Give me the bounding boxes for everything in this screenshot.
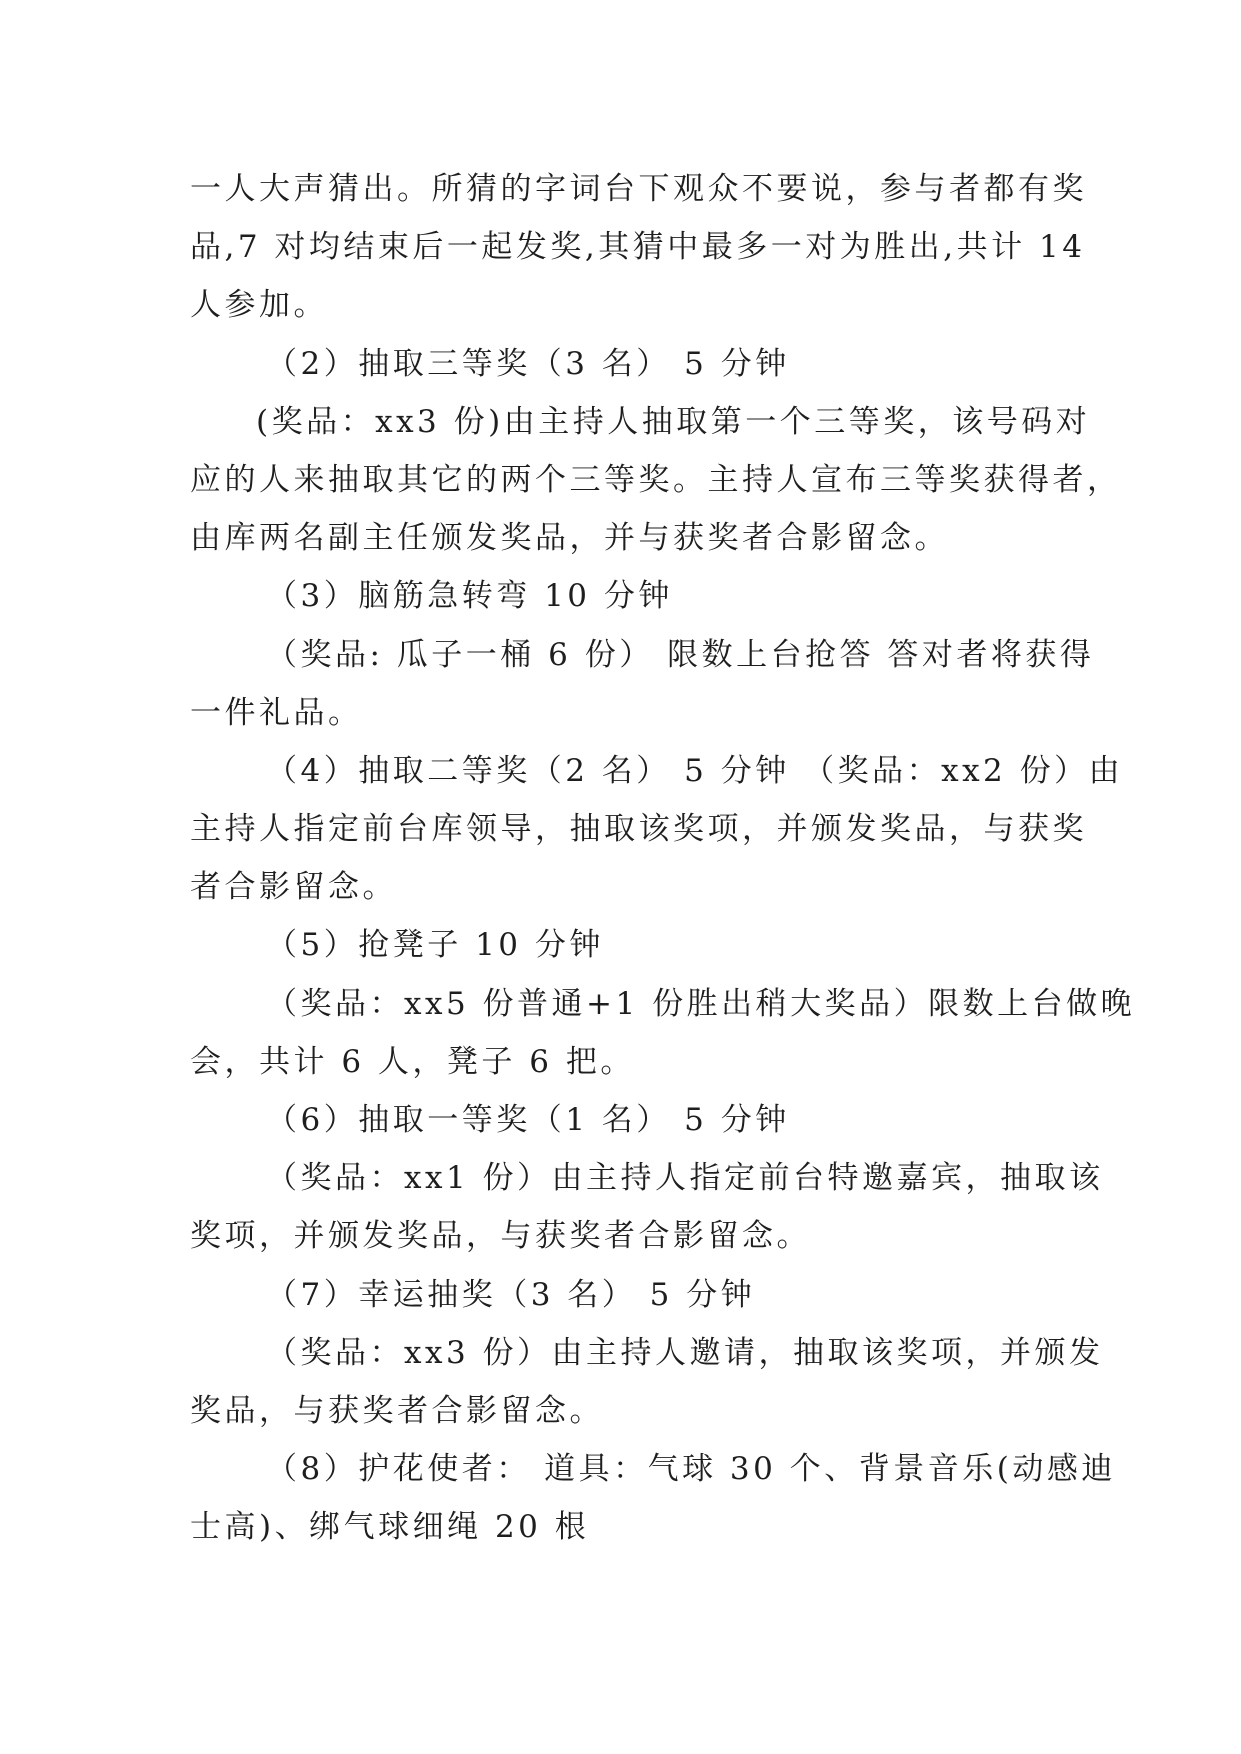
text-line: 主持人指定前台库领导，抽取该奖项，并颁发奖品，与获奖	[190, 811, 1087, 848]
section-heading: （5）抢凳子 10 分钟	[266, 927, 604, 964]
section-heading: （4）抽取二等奖（2 名） 5 分钟 （奖品：xx2 份）由	[266, 752, 1124, 789]
text-line: 一件礼品。	[190, 694, 363, 731]
section-heading: （3）脑筋急转弯 10 分钟	[266, 578, 673, 615]
text-line: （奖品: 瓜子一桶 6 份） 限数上台抢答 答对者将获得	[266, 636, 1095, 673]
text-line: 者合影留念。	[190, 869, 397, 906]
text-line: 应的人来抽取其它的两个三等奖。主持人宣布三等奖获得者，	[190, 461, 1122, 498]
text-line: （奖品：xx5 份普通+1 份胜出稍大奖品）限数上台做晚	[266, 985, 1136, 1022]
text-line: 品,7 对均结束后一起发奖,其猜中最多一对为胜出,共计 14	[190, 229, 1086, 266]
text-line: 奖项，并颁发奖品，与获奖者合影留念。	[190, 1218, 811, 1255]
document-body	[190, 160, 1136, 1557]
text-line: 人参加。	[190, 287, 328, 324]
text-line: 由库两名副主任颁发奖品，并与获奖者合影留念。	[190, 520, 949, 557]
text-line: （奖品：xx1 份）由主持人指定前台特邀嘉宾，抽取该	[266, 1160, 1104, 1197]
text-line: （奖品：xx3 份）由主持人邀请，抽取该奖项，并颁发	[266, 1334, 1104, 1371]
section-heading: （8）护花使者： 道具：气球 30 个、背景音乐(动感迪	[266, 1451, 1116, 1488]
text-line: 士高)、绑气球细绳 20 根	[190, 1509, 590, 1546]
section-heading: （7）幸运抽奖（3 名） 5 分钟	[266, 1276, 756, 1313]
text-line: (奖品：xx3 份)由主持人抽取第一个三等奖，该号码对	[256, 403, 1091, 440]
section-heading: （6）抽取一等奖（1 名） 5 分钟	[266, 1102, 790, 1138]
text-line: 奖品，与获奖者合影留念。	[190, 1392, 604, 1429]
text-line: 一人大声猜出。所猜的字词台下观众不要说，参与者都有奖	[190, 171, 1087, 207]
section-heading: （2）抽取三等奖（3 名） 5 分钟	[266, 345, 790, 382]
text-line: 会，共计 6 人，凳子 6 把。	[190, 1043, 635, 1080]
